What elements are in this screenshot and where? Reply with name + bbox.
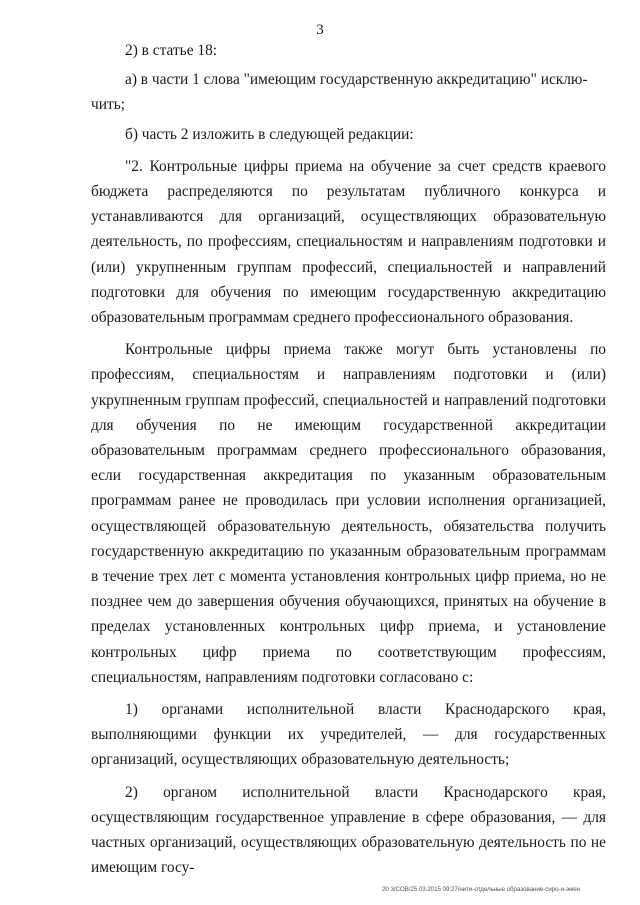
paragraph-item-2: 2) органом исполнительной власти Краснодарского края, осуществляющим государственное управление в сфере образования, — для частных организаций, осуществляющих образовательную деятельность по не имеющим госу- [91, 783, 606, 877]
paragraph-part-2-intro: б) часть 2 изложить в следующей редакции: [125, 125, 414, 143]
footer-file-stamp: 20 3/СОВ/25.03.2015 09:27/нити-отдельные образование-сиро-и-эмен [382, 886, 580, 893]
paragraph-article-18: 2) в статье 18: [125, 42, 218, 59]
paragraph-part-1-line-1: а) в части 1 слова "имеющим государственную аккредитацию" исклю- [125, 71, 588, 89]
document-body [91, 38, 606, 881]
paragraph-item-1: 1) органами исполнительной власти Краснодарского края, выполняющими функции их учредителей, — для государственных организаций, осуществляющих образовательную деятельность; [91, 701, 606, 769]
paragraph-part-1-line-2: чить; [91, 96, 125, 114]
page-number: 3 [316, 22, 324, 38]
paragraph-quote-2: "2. Контрольные цифры приема на обучение за счет средств краевого бюджета распределяются по результатам публичного конкурса и устанавливаются для организаций, осуществляющих образовательную деятельность, по профессиям, специальностям и направлениям подготовки и (или) укрупненным группам профессий, специальностей и направлений подготовки для обучения по имеющим государственную аккредитацию образовательным программам среднего профессионального образования. [91, 157, 606, 327]
paragraph-control-figures: Контрольные цифры приема также могут быть установлены по профессиям, специальностям и направлениям подготовки и (или) укрупненным группам профессий, специальностей и направлений подготовки для обучения по не имеющим государственной аккредитации образовательным программам среднего профессионального образования, если государственная аккредитация по указанным образовательным программам ранее не проводилась при условии исполнения организацией, осуществляющей образовательную деятельность, обязательства получить государственную аккредитацию по указанным образовательным программам в течение трех лет с момента установления контрольных цифр приема, но не позднее чем до завершения обучения обучающихся, принятых на обучение в пределах установленных контрольных цифр приема, и установление контрольных цифр приема по соответствующим профессиям, специальностям, направлениям подготовки согласовано с: [91, 341, 606, 686]
